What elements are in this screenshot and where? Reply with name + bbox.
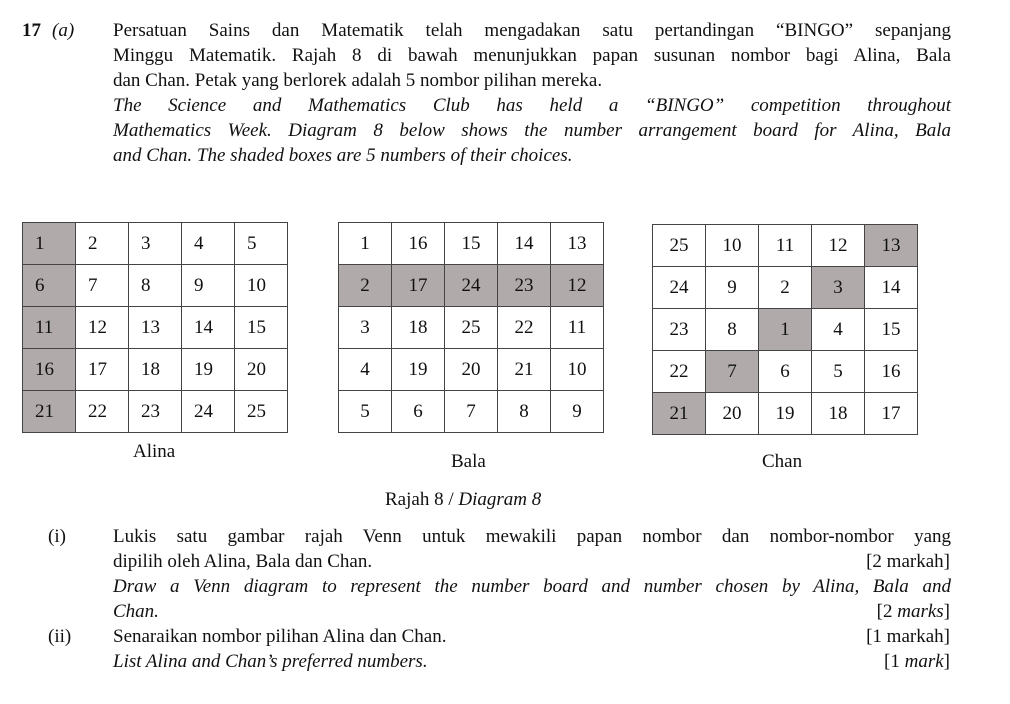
board-cell: 22	[498, 307, 551, 349]
board-cell: 25	[235, 391, 288, 433]
board-cell: 13	[551, 223, 604, 265]
board-row	[23, 349, 288, 391]
board-cell-shaded: 11	[23, 307, 76, 349]
diagram-caption	[385, 489, 541, 511]
board-cell: 10	[551, 349, 604, 391]
intro-en-line: and Chan. The shaded boxes are 5 numbers of their choices.	[113, 145, 573, 166]
board-cell: 5	[339, 391, 392, 433]
board-row	[23, 265, 288, 307]
board-cell: 1	[339, 223, 392, 265]
board-cell-shaded: 2	[339, 265, 392, 307]
board-cell: 9	[706, 267, 759, 309]
subq-ms-line: Senaraikan nombor pilihan Alina dan Chan.	[113, 626, 447, 647]
board-cell: 9	[182, 265, 235, 307]
subq-en-line: Draw a Venn diagram to represent the number board and number chosen by Alina, Bala and	[113, 576, 951, 597]
board-cell: 6	[392, 391, 445, 433]
board-cell: 17	[76, 349, 129, 391]
board-cell: 12	[812, 225, 865, 267]
board-bala	[338, 222, 604, 433]
board-cell-shaded: 21	[653, 393, 706, 435]
board-cell: 8	[498, 391, 551, 433]
board-cell: 18	[129, 349, 182, 391]
board-cell: 24	[653, 267, 706, 309]
board-cell: 25	[653, 225, 706, 267]
board-cell: 2	[76, 223, 129, 265]
board-cell-shaded: 6	[23, 265, 76, 307]
intro-en-line: The Science and Mathematics Club has held a “BINGO” competition throughout	[113, 95, 951, 116]
board-cell: 4	[812, 309, 865, 351]
board-cell-shaded: 16	[23, 349, 76, 391]
board-cell: 7	[76, 265, 129, 307]
board-cell-shaded: 1	[759, 309, 812, 351]
board-cell: 8	[129, 265, 182, 307]
board-row	[23, 307, 288, 349]
board-cell-shaded: 7	[706, 351, 759, 393]
caption-en: Diagram 8	[458, 489, 542, 510]
board-cell-shaded: 1	[23, 223, 76, 265]
board-alina	[22, 222, 288, 433]
subq-label: (i)	[48, 526, 66, 547]
board-cell: 14	[498, 223, 551, 265]
board-cell: 16	[865, 351, 918, 393]
board-cell: 16	[392, 223, 445, 265]
board-row	[653, 393, 918, 435]
question-number: 17	[22, 20, 41, 41]
board-cell: 18	[812, 393, 865, 435]
board-row	[653, 351, 918, 393]
board-cell: 22	[76, 391, 129, 433]
board-cell-shaded: 13	[865, 225, 918, 267]
intro-ms-line: Minggu Matematik. Rajah 8 di bawah menunjukkan papan susunan nombor bagi Alina, Bala	[113, 45, 951, 66]
board-row	[653, 267, 918, 309]
board-cell: 19	[182, 349, 235, 391]
caption-ms: Rajah 8 /	[385, 489, 459, 510]
marks-open: [2	[876, 601, 898, 622]
board-cell: 4	[339, 349, 392, 391]
board-cell: 8	[706, 309, 759, 351]
subq-ms-line: dipilih oleh Alina, Bala dan Chan.	[113, 551, 373, 572]
marks-open: [1	[884, 651, 905, 672]
board-cell: 10	[235, 265, 288, 307]
board-row	[339, 349, 604, 391]
board-cell: 25	[445, 307, 498, 349]
board-cell: 3	[129, 223, 182, 265]
board-cell: 14	[865, 267, 918, 309]
board-cell: 5	[812, 351, 865, 393]
board-cell: 15	[235, 307, 288, 349]
board-chan	[652, 224, 918, 435]
board-cell-shaded: 24	[445, 265, 498, 307]
board-cell: 15	[445, 223, 498, 265]
question-part: (a)	[52, 20, 75, 41]
board-cell: 18	[392, 307, 445, 349]
board-cell: 15	[865, 309, 918, 351]
board-cell-shaded: 21	[23, 391, 76, 433]
marks-word: mark	[904, 651, 944, 672]
subq-ms-line: Lukis satu gambar rajah Venn untuk mewakili papan nombor dan nombor-nombor yang	[113, 526, 951, 547]
board-row	[23, 391, 288, 433]
board-cell: 13	[129, 307, 182, 349]
subq-marks-en	[884, 651, 950, 673]
intro-ms-line: Persatuan Sains dan Matematik telah mengadakan satu pertandingan “BINGO” sepanjang	[113, 20, 951, 41]
board-row	[653, 309, 918, 351]
board-cell: 23	[653, 309, 706, 351]
marks-close: ]	[943, 651, 950, 672]
marks-close: ]	[943, 601, 950, 622]
subq-marks-ms: [2 markah]	[866, 551, 950, 572]
board-cell: 10	[706, 225, 759, 267]
board-cell: 19	[392, 349, 445, 391]
subq-en-line: Chan.	[113, 601, 159, 622]
board-cell: 9	[551, 391, 604, 433]
board-cell: 5	[235, 223, 288, 265]
subq-label: (ii)	[48, 626, 72, 647]
board-cell: 2	[759, 267, 812, 309]
board-row	[339, 391, 604, 433]
board-cell: 11	[759, 225, 812, 267]
board-cell: 20	[235, 349, 288, 391]
board-cell-shaded: 3	[812, 267, 865, 309]
board-cell: 7	[445, 391, 498, 433]
intro-ms-line: dan Chan. Petak yang berlorek adalah 5 nombor pilihan mereka.	[113, 70, 603, 91]
board-cell: 21	[498, 349, 551, 391]
board-cell: 19	[759, 393, 812, 435]
board-label-alina: Alina	[133, 441, 176, 462]
board-cell-shaded: 12	[551, 265, 604, 307]
board-cell: 3	[339, 307, 392, 349]
board-row	[339, 223, 604, 265]
board-label-chan: Chan	[762, 451, 803, 472]
board-cell: 17	[865, 393, 918, 435]
board-cell-shaded: 23	[498, 265, 551, 307]
board-cell: 6	[759, 351, 812, 393]
board-cell: 4	[182, 223, 235, 265]
board-cell: 24	[182, 391, 235, 433]
subq-en-line: List Alina and Chan’s preferred numbers.	[113, 651, 428, 672]
board-cell: 20	[706, 393, 759, 435]
board-row	[339, 265, 604, 307]
board-cell: 23	[129, 391, 182, 433]
board-cell: 12	[76, 307, 129, 349]
intro-en-line: Mathematics Week. Diagram 8 below shows the number arrangement board for Alina, Bala	[113, 120, 951, 141]
board-row	[23, 223, 288, 265]
board-cell: 14	[182, 307, 235, 349]
board-label-bala: Bala	[451, 451, 486, 472]
subq-marks-ms: [1 markah]	[866, 626, 950, 647]
subq-marks-en	[877, 601, 950, 623]
board-cell: 22	[653, 351, 706, 393]
board-row	[339, 307, 604, 349]
board-row	[653, 225, 918, 267]
board-cell-shaded: 17	[392, 265, 445, 307]
board-cell: 20	[445, 349, 498, 391]
marks-word: marks	[897, 601, 944, 622]
board-cell: 11	[551, 307, 604, 349]
